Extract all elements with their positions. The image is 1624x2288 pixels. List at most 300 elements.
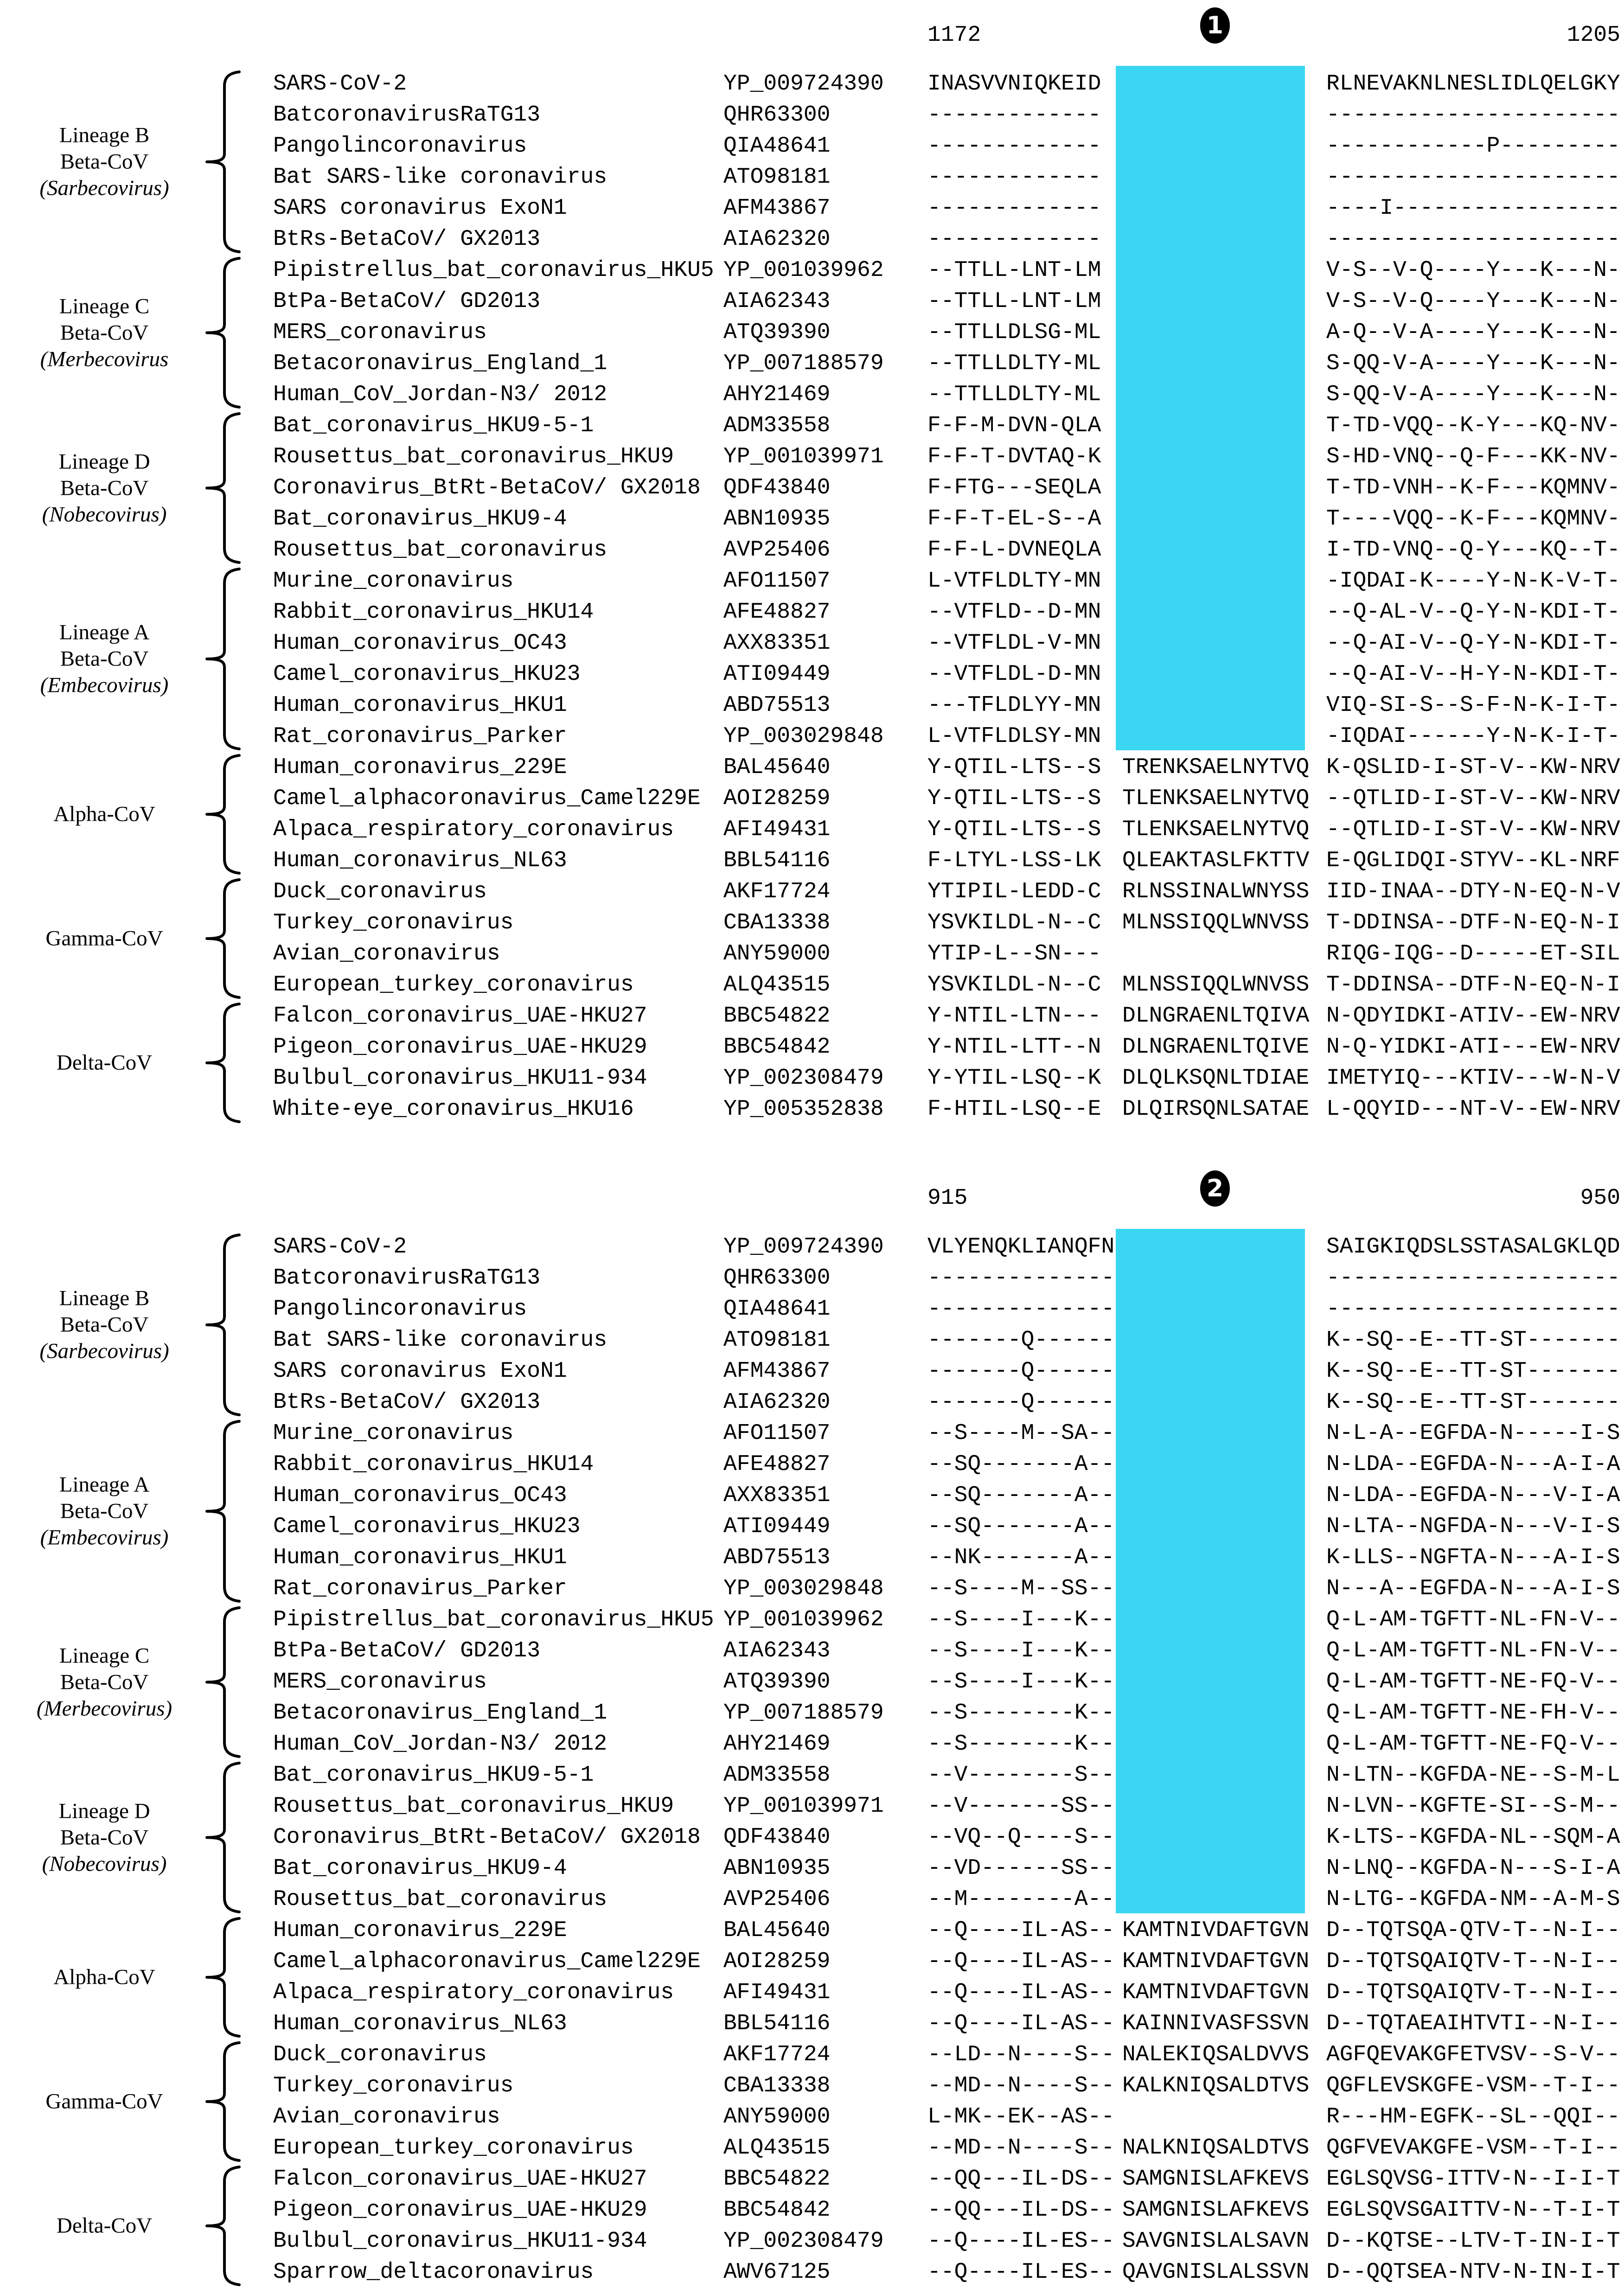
accession: ALQ43515 (723, 2135, 831, 2160)
seq-mid: KAINNIVASFSSVN (1122, 2011, 1310, 2036)
group-label-line: Lineage D (58, 1799, 150, 1823)
virus-name: Rabbit_coronavirus_HKU14 (273, 600, 594, 625)
virus-name: Bat_coronavirus_HKU9-5-1 (273, 1763, 594, 1788)
group-label-line: Lineage B (59, 123, 150, 147)
seq-left: VLYENQKLIANQFN (927, 1234, 1115, 1259)
accession: YP_007188579 (723, 351, 884, 376)
seq-row (0, 1573, 1624, 1604)
seq-row (0, 1636, 1624, 1667)
accession: ATO98181 (723, 165, 831, 190)
seq-left: ------------- (927, 196, 1101, 221)
seq-left: --TTLLDLTY-ML (927, 382, 1101, 407)
seq-right: D--QQTSEA-NTV-N-IN-I-T (1326, 2260, 1620, 2285)
seq-right: Q-L-AM-TGFTT-NL-FN-V-- (1326, 1638, 1620, 1663)
seq-row (0, 1946, 1624, 1977)
seq-row (0, 1063, 1624, 1094)
seq-row (0, 2257, 1624, 2288)
group-genus: (Nobecovirus) (42, 1852, 167, 1876)
seq-row (0, 1729, 1624, 1760)
seq-mid: KAMTNIVDAFTGVN (1122, 1980, 1310, 2005)
group-label-line: Gamma-CoV (45, 926, 163, 951)
seq-row (0, 566, 1624, 597)
seq-mid: DLNGRAENLTQIVA (1122, 1003, 1310, 1029)
seq-left: --Q----IL-ES-- (927, 2229, 1115, 2254)
accession: AFM43867 (723, 196, 831, 221)
seq-row (0, 1418, 1624, 1449)
group-label (5, 1798, 204, 1877)
seq-left: Y-QTIL-LTS--S (927, 786, 1101, 811)
group-label-line: Lineage A (59, 620, 150, 645)
group-label-line: Lineage A (59, 1472, 150, 1497)
seq-left: --Q----IL-AS-- (927, 1980, 1115, 2005)
seq-right: V-S--V-Q----Y---K---N- (1326, 289, 1620, 314)
seq-left: YSVKILDL-N--C (927, 910, 1101, 935)
seq-right: IMETYIQ---KTIV---W-N-V (1326, 1066, 1620, 1091)
seq-right: AGFQEVAKGFETVSV--S-V-- (1326, 2042, 1620, 2067)
seq-left: Y-QTIL-LTS--S (927, 755, 1101, 780)
accession: BBL54116 (723, 848, 831, 873)
group-brace-path (207, 755, 239, 873)
accession: QDF43840 (723, 475, 831, 500)
virus-name: European_turkey_coronavirus (273, 972, 634, 997)
marker-circle-2: 2 (1200, 1170, 1230, 1207)
group-genus: (Sarbecovirus) (39, 1339, 169, 1363)
group-brace (204, 2041, 241, 2162)
seq-right: E-QGLIDQI-STYV--KL-NRF (1326, 848, 1620, 873)
seq-row (0, 69, 1624, 100)
seq-row (0, 1853, 1624, 1884)
seq-left: --TTLLDLSG-ML (927, 320, 1101, 345)
group-brace-path (207, 880, 239, 997)
virus-name: SARS-CoV-2 (273, 1234, 407, 1259)
seq-right: R---HM-EGFK--SL--QQI-- (1326, 2104, 1620, 2129)
group-brace-path (207, 2167, 239, 2285)
seq-left: --S--------K-- (927, 1732, 1115, 1757)
virus-name: Camel_alphacoronavirus_Camel229E (273, 1949, 701, 1974)
virus-name: Bat SARS-like coronavirus (273, 165, 607, 190)
seq-row (0, 1977, 1624, 2008)
group-brace-path (207, 2043, 239, 2160)
seq-left: F-F-L-DVNEQLA (927, 537, 1101, 562)
seq-row (0, 597, 1624, 628)
accession: AFO11507 (723, 569, 831, 594)
virus-name: Duck_coronavirus (273, 879, 487, 904)
seq-right: N-QDYIDKI-ATIV--EW-NRV (1326, 1003, 1620, 1029)
seq-left: --Q----IL-ES-- (927, 2260, 1115, 2285)
group-label-line: Beta-CoV (60, 1670, 149, 1694)
seq-left: YSVKILDL-N--C (927, 972, 1101, 997)
group-genus: (Merbecovirus) (36, 1696, 173, 1720)
accession: ATI09449 (723, 1514, 831, 1539)
accession: AWV67125 (723, 2260, 831, 2285)
seq-mid: MLNSSIQQLWNVSS (1122, 972, 1310, 997)
group-label (5, 122, 204, 202)
seq-row (0, 908, 1624, 939)
seq-right: K-LTS--KGFDA-NL--SQM-A (1326, 1825, 1620, 1850)
accession: ALQ43515 (723, 972, 831, 997)
accession: ADM33558 (723, 413, 831, 438)
seq-row (0, 1325, 1624, 1356)
virus-name: Pangolincoronavirus (273, 134, 527, 159)
accession: CBA13338 (723, 910, 831, 935)
seq-right: --Q-AL-V--Q-Y-N-KDI-T- (1326, 600, 1620, 625)
virus-name: Bat_coronavirus_HKU9-5-1 (273, 413, 594, 438)
accession: ATO98181 (723, 1328, 831, 1353)
group-label-line: Delta-CoV (56, 1050, 153, 1075)
seq-left: -------------- (927, 1265, 1115, 1291)
accession: BAL45640 (723, 755, 831, 780)
accession: AVP25406 (723, 1887, 831, 1912)
accession: BAL45640 (723, 1918, 831, 1943)
seq-left: ------------- (927, 227, 1101, 252)
seq-right: VIQ-SI-S--S-F-N-K-I-T- (1326, 693, 1620, 718)
accession: AXX83351 (723, 1483, 831, 1508)
virus-name: Rousettus_bat_coronavirus_HKU9 (273, 1794, 674, 1819)
seq-right: ----I----------------- (1326, 196, 1620, 221)
seq-right: ---------------------- (1326, 1265, 1620, 1291)
seq-mid: QLEAKTASLFKTTV (1122, 848, 1310, 873)
virus-name: Pipistrellus_bat_coronavirus_HKU5 (273, 258, 714, 283)
group-label-line: Delta-CoV (56, 2213, 153, 2238)
seq-right: --Q-AI-V--H-Y-N-KDI-T- (1326, 662, 1620, 687)
accession: YP_001039971 (723, 1794, 884, 1819)
virus-name: Pigeon_coronavirus_UAE-HKU29 (273, 1035, 647, 1060)
seq-right: -IQDAI------Y-N-K-I-T- (1326, 724, 1620, 749)
seq-row (0, 2039, 1624, 2071)
seq-mid: SAMGNISLAFKEVS (1122, 2198, 1310, 2223)
seq-row (0, 876, 1624, 908)
virus-name: Rousettus_bat_coronavirus (273, 1887, 607, 1912)
group-label-line: Lineage D (58, 449, 150, 473)
seq-row (0, 193, 1624, 224)
accession: ABD75513 (723, 693, 831, 718)
seq-row (0, 1356, 1624, 1387)
group-label (5, 293, 204, 372)
seq-mid: RLNSSINALWNYSS (1122, 879, 1310, 904)
seq-right: N-LDA--EGFDA-N---V-I-A (1326, 1483, 1620, 1508)
virus-name: SARS coronavirus ExoN1 (273, 1359, 567, 1384)
seq-left: --MD--N----S-- (927, 2135, 1115, 2160)
seq-mid: KALKNIQSALDTVS (1122, 2073, 1310, 2098)
virus-name: Human_CoV_Jordan-N3/ 2012 (273, 382, 607, 407)
seq-right: N-LTN--KGFDA-NE--S-M-L (1326, 1763, 1620, 1788)
group-label (5, 926, 204, 952)
seq-right: N-LTG--KGFDA-NM--A-M-S (1326, 1887, 1620, 1912)
group-genus: (Embecovirus) (40, 673, 169, 697)
group-label-line: Beta-CoV (60, 1825, 149, 1849)
group-brace-path (207, 1918, 239, 2036)
seq-row (0, 628, 1624, 659)
accession: AHY21469 (723, 1732, 831, 1757)
group-brace (204, 1003, 241, 1123)
seq-right: I-TD-VNQ--Q-Y---KQ--T- (1326, 537, 1620, 562)
accession: YP_001039962 (723, 258, 884, 283)
virus-name: Sparrow_deltacoronavirus (273, 2260, 594, 2285)
seq-mid: TLENKSAELNYTVQ (1122, 817, 1310, 842)
marker-circle-1: 1 (1200, 7, 1230, 44)
accession: AFI49431 (723, 817, 831, 842)
virus-name: Human_coronavirus_OC43 (273, 1483, 567, 1508)
virus-name: Human_coronavirus_HKU1 (273, 693, 567, 718)
seq-right: QGFVEVAKGFE-VSM--T-I-- (1326, 2135, 1620, 2160)
seq-right: SAIGKIQDSLSSTASALGKLQD (1326, 1234, 1620, 1259)
seq-right: D--TQTSQA-QTV-T--N-I-- (1326, 1918, 1620, 1943)
seq-row (0, 2226, 1624, 2257)
seq-left: --TTLL-LNT-LM (927, 258, 1101, 283)
virus-name: Turkey_coronavirus (273, 2073, 514, 2098)
seq-left: --S----I---K-- (927, 1607, 1115, 1632)
seq-right: Q-L-AM-TGFTT-NE-FQ-V-- (1326, 1732, 1620, 1757)
seq-right: S-HD-VNQ--Q-F---KK-NV- (1326, 444, 1620, 469)
seq-right: D--KQTSE--LTV-T-IN-I-T (1326, 2229, 1620, 2254)
seq-left: --Q----IL-AS-- (927, 1918, 1115, 1943)
seq-row (0, 970, 1624, 1001)
seq-row (0, 721, 1624, 752)
group-brace (204, 412, 241, 564)
seq-right: V-S--V-Q----Y---K---N- (1326, 258, 1620, 283)
seq-left: F-FTG---SEQLA (927, 475, 1101, 500)
seq-left: YTIPIL-LEDD-C (927, 879, 1101, 904)
seq-left: --S----I---K-- (927, 1669, 1115, 1694)
seq-left: L-MK--EK--AS-- (927, 2104, 1115, 2129)
seq-right: IID-INAA--DTY-N-EQ-N-V (1326, 879, 1620, 904)
seq-mid: NALKNIQSALDTVS (1122, 2135, 1310, 2160)
group-label-line: Gamma-CoV (45, 2089, 163, 2114)
accession: AXX83351 (723, 631, 831, 656)
seq-right: T----VQQ--K-F---KQMNV- (1326, 506, 1620, 531)
group-label (5, 801, 204, 828)
seq-mid: DLNGRAENLTQIVE (1122, 1035, 1310, 1060)
group-brace (204, 70, 241, 253)
seq-right: D--TQTSQAIQTV-T--N-I-- (1326, 1980, 1620, 2005)
seq-row (0, 1294, 1624, 1325)
virus-name: Duck_coronavirus (273, 2042, 487, 2067)
virus-name: Falcon_coronavirus_UAE-HKU27 (273, 2167, 647, 2192)
accession: BBC54822 (723, 2167, 831, 2192)
virus-name: Camel_coronavirus_HKU23 (273, 1514, 581, 1539)
group-label-line: Beta-CoV (60, 320, 149, 345)
seq-right: ---------------------- (1326, 1297, 1620, 1322)
seq-left: -------------- (927, 1297, 1115, 1322)
virus-name: Betacoronavirus_England_1 (273, 351, 607, 376)
group-label (5, 448, 204, 528)
accession: YP_002308479 (723, 1066, 884, 1091)
seq-row (0, 1760, 1624, 1791)
seq-right: N-LVN--KGFTE-SI--S-M-- (1326, 1794, 1620, 1819)
accession: AFE48827 (723, 600, 831, 625)
seq-row (0, 1915, 1624, 1946)
group-label-line: Beta-CoV (60, 149, 149, 174)
group-brace (204, 878, 241, 999)
accession: ATI09449 (723, 662, 831, 687)
seq-row (0, 752, 1624, 783)
accession: AIA62343 (723, 289, 831, 314)
accession: YP_001039962 (723, 1607, 884, 1632)
seq-row (0, 2133, 1624, 2164)
seq-row (0, 2008, 1624, 2039)
accession: AIA62320 (723, 1390, 831, 1415)
virus-name: Pangolincoronavirus (273, 1297, 527, 1322)
accession: AFE48827 (723, 1452, 831, 1477)
group-label-line: Lineage C (59, 1643, 150, 1668)
virus-name: MERS_coronavirus (273, 320, 487, 345)
seq-right: RIQG-IQG--D-----ET-SIL (1326, 941, 1620, 966)
seq-right: K--SQ--E--TT-ST------- (1326, 1359, 1620, 1384)
seq-row (0, 100, 1624, 131)
seq-row (0, 224, 1624, 255)
virus-name: Avian_coronavirus (273, 941, 500, 966)
seq-row (0, 659, 1624, 690)
group-label-line: Beta-CoV (60, 1499, 149, 1523)
seq-left: --S----I---K-- (927, 1638, 1115, 1663)
accession: AKF17724 (723, 2042, 831, 2067)
seq-row (0, 317, 1624, 348)
virus-name: White-eye_coronavirus_HKU16 (273, 1097, 634, 1122)
virus-name: BtPa-BetaCoV/ GD2013 (273, 1638, 541, 1663)
seq-right: N-Q-YIDKI-ATI---EW-NRV (1326, 1035, 1620, 1060)
seq-left: --SQ-------A-- (927, 1483, 1115, 1508)
seq-mid: SAVGNISLALSAVN (1122, 2229, 1310, 2254)
seq-left: --NK-------A-- (927, 1545, 1115, 1570)
accession: ANY59000 (723, 2104, 831, 2129)
group-brace-path (207, 414, 239, 562)
seq-left: --Q----IL-AS-- (927, 2011, 1115, 2036)
end-position: 1205 (1566, 23, 1620, 48)
seq-left: F-LTYL-LSS-LK (927, 848, 1101, 873)
seq-right: ---------------------- (1326, 227, 1620, 252)
virus-name: Coronavirus_BtRt-BetaCoV/ GX2018 (273, 1825, 701, 1850)
seq-row (0, 1511, 1624, 1542)
virus-name: Bat SARS-like coronavirus (273, 1328, 607, 1353)
seq-mid: KAMTNIVDAFTGVN (1122, 1949, 1310, 1974)
accession: AIA62343 (723, 1638, 831, 1663)
seq-row (0, 2071, 1624, 2102)
accession: ABD75513 (723, 1545, 831, 1570)
accession: BBL54116 (723, 2011, 831, 2036)
group-brace-path (207, 1421, 239, 1601)
seq-right: QGFLEVSKGFE-VSM--T-I-- (1326, 2073, 1620, 2098)
accession: QIA48641 (723, 134, 831, 159)
group-brace-path (207, 1608, 239, 1757)
seq-row (0, 1667, 1624, 1698)
accession: AFM43867 (723, 1359, 831, 1384)
seq-right: EGLSQVSG-ITTV-N--I-I-T (1326, 2167, 1620, 2192)
seq-left: Y-NTIL-LTT--N (927, 1035, 1101, 1060)
seq-right: K--SQ--E--TT-ST------- (1326, 1390, 1620, 1415)
seq-left: ------------- (927, 134, 1101, 159)
seq-row (0, 504, 1624, 535)
group-brace (204, 2166, 241, 2286)
seq-right: ---------------------- (1326, 165, 1620, 190)
seq-row (0, 2164, 1624, 2195)
accession: ABN10935 (723, 506, 831, 531)
virus-name: Alpaca_respiratory_coronavirus (273, 1980, 674, 2005)
seq-left: Y-QTIL-LTS--S (927, 817, 1101, 842)
seq-row (0, 410, 1624, 441)
end-position: 950 (1580, 1186, 1620, 1211)
seq-row (0, 379, 1624, 410)
seq-right: T-DDINSA--DTF-N-EQ-N-I (1326, 972, 1620, 997)
group-label (5, 1964, 204, 1991)
seq-left: --LD--N----S-- (927, 2042, 1115, 2067)
group-brace-path (207, 1004, 239, 1122)
seq-left: ------------- (927, 165, 1101, 190)
group-label-line: Lineage C (59, 294, 150, 318)
seq-left: ---TFLDLYY-MN (927, 693, 1101, 718)
group-label-line: Beta-CoV (60, 1312, 149, 1337)
seq-right: EGLSQVSGAITTV-N--T-I-T (1326, 2198, 1620, 2223)
virus-name: Murine_coronavirus (273, 1421, 514, 1446)
seq-mid: DLQLKSQNLTDIAE (1122, 1066, 1310, 1091)
seq-right: T-TD-VQQ--K-Y---KQ-NV- (1326, 413, 1620, 438)
seq-mid: TLENKSAELNYTVQ (1122, 786, 1310, 811)
seq-right: N-LDA--EGFDA-N---A-I-A (1326, 1452, 1620, 1477)
accession: ATQ39390 (723, 1669, 831, 1694)
seq-right: K-LLS--NGFTA-N---A-I-S (1326, 1545, 1620, 1570)
seq-right: K-QSLID-I-ST-V--KW-NRV (1326, 755, 1620, 780)
accession: YP_005352838 (723, 1097, 884, 1122)
virus-name: Turkey_coronavirus (273, 910, 514, 935)
virus-name: Rousettus_bat_coronavirus (273, 537, 607, 562)
seq-mid: DLQIRSQNLSATAE (1122, 1097, 1310, 1122)
seq-row (0, 1791, 1624, 1822)
seq-left: L-VTFLDLSY-MN (927, 724, 1101, 749)
seq-right: Q-L-AM-TGFTT-NE-FH-V-- (1326, 1700, 1620, 1726)
virus-name: Human_coronavirus_NL63 (273, 2011, 567, 2036)
seq-left: --SQ-------A-- (927, 1514, 1115, 1539)
seq-left: --S----M--SS-- (927, 1576, 1115, 1601)
virus-name: MERS_coronavirus (273, 1669, 487, 1694)
seq-right: --Q-AI-V--Q-Y-N-KDI-T- (1326, 631, 1620, 656)
seq-row (0, 1094, 1624, 1125)
group-genus: (Embecovirus) (40, 1525, 169, 1550)
group-label (5, 1285, 204, 1365)
virus-name: Human_coronavirus_229E (273, 755, 567, 780)
group-label (5, 620, 204, 699)
seq-mid: MLNSSIQQLWNVSS (1122, 910, 1310, 935)
seq-left: --V--------S-- (927, 1763, 1115, 1788)
seq-row (0, 939, 1624, 970)
seq-left: --S--------K-- (927, 1700, 1115, 1726)
virus-name: Human_CoV_Jordan-N3/ 2012 (273, 1732, 607, 1757)
virus-name: BatcoronavirusRaTG13 (273, 1265, 541, 1291)
group-brace-path (207, 258, 239, 407)
accession: AOI28259 (723, 786, 831, 811)
virus-name: Human_coronavirus_NL63 (273, 848, 567, 873)
seq-mid: KAMTNIVDAFTGVN (1122, 1918, 1310, 1943)
accession: AFO11507 (723, 1421, 831, 1446)
seq-right: Q-L-AM-TGFTT-NE-FQ-V-- (1326, 1669, 1620, 1694)
seq-left: --VTFLDL-D-MN (927, 662, 1101, 687)
seq-left: --M--------A-- (927, 1887, 1115, 1912)
seq-left: --V-------SS-- (927, 1794, 1115, 1819)
seq-row (0, 286, 1624, 317)
group-label-line: Lineage B (59, 1286, 150, 1310)
virus-name: Falcon_coronavirus_UAE-HKU27 (273, 1003, 647, 1029)
group-brace (204, 1762, 241, 1913)
seq-mid: NALEKIQSALDVVS (1122, 2042, 1310, 2067)
accession: YP_009724390 (723, 71, 884, 96)
virus-name: SARS coronavirus ExoN1 (273, 196, 567, 221)
seq-right: S-QQ-V-A----Y---K---N- (1326, 382, 1620, 407)
virus-name: Human_coronavirus_229E (273, 1918, 567, 1943)
group-brace (204, 257, 241, 409)
seq-right: N---A--EGFDA-N---A-I-S (1326, 1576, 1620, 1601)
virus-name: BtRs-BetaCoV/ GX2013 (273, 227, 541, 252)
start-position: 915 (927, 1186, 968, 1211)
accession: QDF43840 (723, 1825, 831, 1850)
seq-row (0, 2195, 1624, 2226)
